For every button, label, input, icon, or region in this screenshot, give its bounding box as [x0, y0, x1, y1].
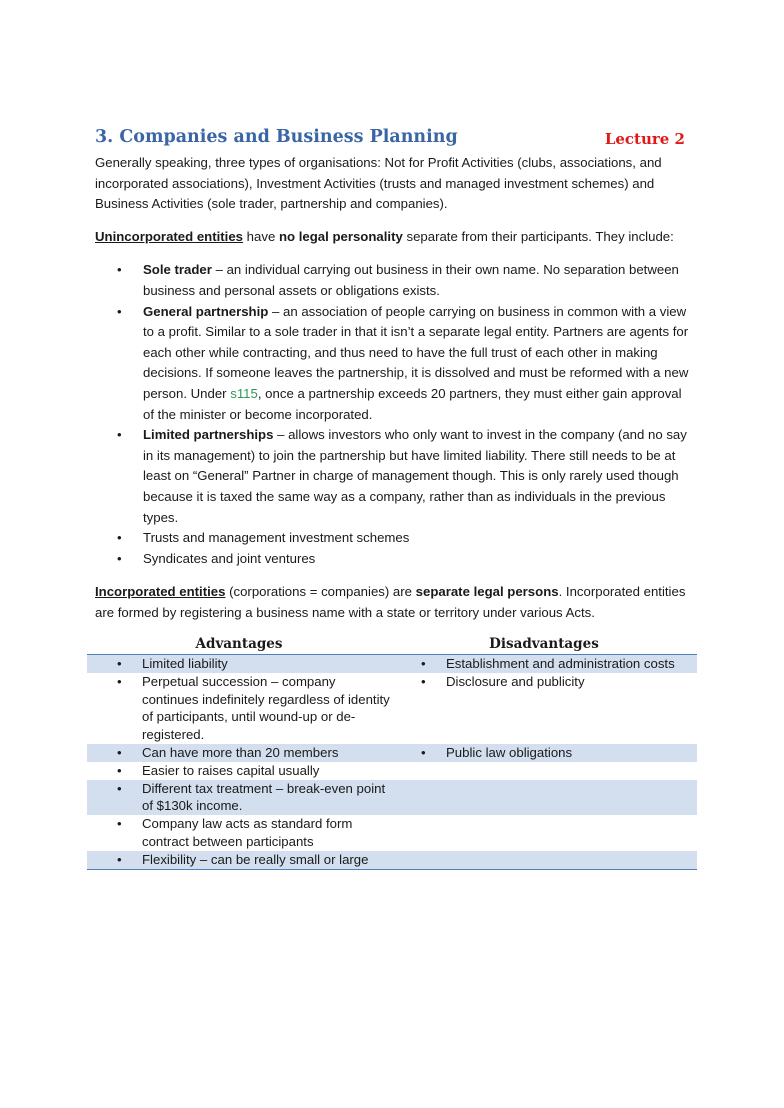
- advantage-cell: Limited liability: [142, 656, 228, 671]
- bullet-icon: •: [117, 762, 122, 778]
- table-row: [87, 815, 697, 851]
- disadvantage-cell: Public law obligations: [446, 744, 573, 760]
- bullet-icon: •: [117, 851, 122, 867]
- advantages-table: [87, 635, 697, 870]
- bullet-icon: •: [117, 262, 122, 278]
- entity-list: [95, 260, 693, 569]
- table-row: [87, 762, 697, 780]
- disadvantage-cell: Establishment and administration costs: [446, 656, 675, 671]
- unincorporated-bold: no legal personality: [278, 228, 403, 244]
- unincorporated-term: Unincorporated entities: [95, 228, 244, 244]
- table-row: [87, 673, 697, 744]
- table-header-row: [87, 635, 697, 655]
- advantages-header: Advantages: [87, 635, 391, 655]
- list-item: [95, 549, 693, 570]
- bullet-icon: •: [421, 673, 426, 689]
- lecture-label: Lecture 2: [604, 130, 685, 148]
- list-item-text: – an individual carrying out business in their own name. No separation between business and personal assets or obligations exists.: [143, 262, 679, 298]
- heading-row: [95, 127, 693, 153]
- advantage-cell: Different tax treatment – break-even point of $130k income.: [142, 780, 386, 814]
- list-item-text: Trusts and management investment schemes: [143, 530, 410, 546]
- list-item: [95, 260, 693, 301]
- incorporated-bold: separate legal persons: [415, 584, 559, 600]
- list-item: [95, 528, 693, 549]
- advantage-cell: Perpetual succession – company continues indefinitely regardless of identity of participants, until wound-up or de-registered.: [142, 673, 390, 743]
- table-row: [87, 780, 697, 816]
- unincorporated-paragraph: [95, 227, 693, 248]
- disadvantage-cell: Disclosure and publicity: [446, 673, 585, 689]
- bullet-icon: •: [117, 427, 122, 443]
- bullet-icon: •: [117, 744, 122, 760]
- list-item-text: – allows investors who only want to invest in the company (and no say in its management) to join the partnership but have limited liability. There still needs to be at least on “General” Partner in charge of management though. This is only rarely used though because it is taxed the same way as a company, rather than as individuals in the previous types.: [143, 427, 687, 525]
- intro-paragraph: Generally speaking, three types of organisations: Not for Profit Activities (clubs, associations, and incorporated associations), Investment Activities (trusts and managed investment schemes) and Business Activities (sole trader, partnership and companies).: [95, 155, 662, 212]
- bullet-icon: •: [117, 656, 122, 671]
- bullet-icon: •: [117, 816, 122, 832]
- bullet-icon: •: [117, 550, 122, 566]
- table-row: [87, 851, 697, 869]
- unincorporated-rest: separate from their participants. They include:: [402, 228, 674, 244]
- advantage-cell: Can have more than 20 members: [142, 744, 339, 760]
- bullet-icon: •: [117, 673, 122, 689]
- incorporated-rest: . Incorporated entities are formed by registering a business name with a state or territory under various Acts.: [95, 584, 686, 620]
- advantage-cell: Company law acts as standard form contract between participants: [142, 816, 353, 849]
- list-item-term: Sole trader: [143, 262, 212, 278]
- advantage-cell: Easier to raises capital usually: [142, 762, 320, 778]
- section-title: 3. Companies and Business Planning: [95, 127, 458, 147]
- bullet-icon: •: [117, 780, 122, 796]
- bullet-icon: •: [421, 744, 426, 760]
- section-reference: s115: [230, 385, 258, 401]
- bullet-icon: •: [421, 656, 426, 671]
- list-item-text: – an association of people carrying on business in common with a view to a profit. Similar to a sole trader in that it isn’t a separate legal entity. Partners are agents for each other while contracting, and thus need to have the full trust of each other in making decisions. If someone leaves the partnership, it is dissolved and must be reformed with a new person. Under: [143, 303, 689, 401]
- disadvantages-header: Disadvantages: [391, 635, 697, 655]
- incorporated-paragraph: [95, 582, 693, 623]
- list-item: [95, 425, 693, 528]
- list-item-text: Syndicates and joint ventures: [143, 550, 316, 566]
- list-item-term: General partnership: [143, 303, 269, 319]
- list-item-text: , once a partnership exceeds 20 partners, they must either gain approval of the minister or become incorporated.: [143, 385, 682, 422]
- bullet-icon: •: [117, 303, 122, 319]
- unincorporated-mid: have: [243, 228, 279, 244]
- advantage-cell: Flexibility – can be really small or large: [142, 851, 369, 867]
- list-item: [95, 302, 693, 426]
- document-page: [95, 127, 693, 623]
- bullet-icon: •: [117, 530, 122, 546]
- table-row: [87, 744, 697, 762]
- incorporated-mid: (corporations = companies) are: [225, 584, 416, 600]
- table-row: [87, 655, 697, 673]
- incorporated-term: Incorporated entities: [95, 584, 226, 600]
- list-item-term: Limited partnerships: [143, 427, 274, 443]
